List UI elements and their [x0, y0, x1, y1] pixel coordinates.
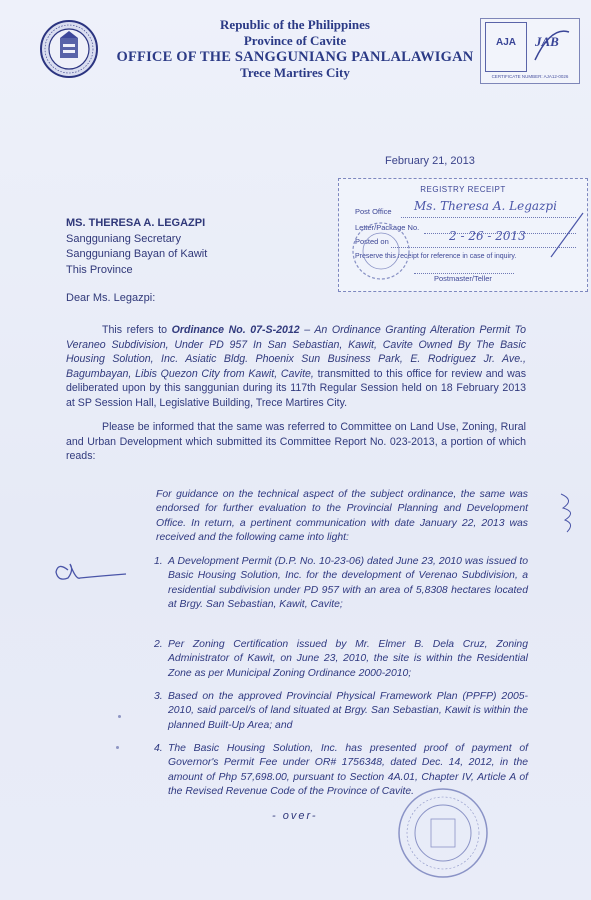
certification-badge: [480, 18, 580, 84]
list-item-number: 4.: [154, 743, 163, 754]
addressee-location: This Province: [66, 263, 133, 276]
list-item-number: 2.: [154, 639, 163, 650]
posted-on-label: Posted on: [355, 237, 389, 246]
receiving-stamp-icon: [395, 785, 491, 881]
list-item-text: The Basic Housing Solution, Inc. has presented proof of payment of Governor's Permit Fee under OR# 1756348, dated Dec. 14, 2012, in the amount of Php 57,698.00, pursuant to Section 4A.01, Chapter IV, Article A of the Revised Revenue Code of the Province of Cavite.: [168, 743, 528, 797]
paragraph-reference-rest: transmitted to this office for review and was deliberated upon by this sanggunian during its 117th Regular Session held on 18 February 2013 at SP Session Hall, Legislative Building, Trece Martires City.: [66, 367, 526, 409]
list-item-text: Per Zoning Certification issued by Mr. Elmer B. Dela Cruz, Zoning Administrator of Kawit, on June 23, 2010, the site is within the Residential Zone as per Municipal Zoning Ordinance 2000-2010;: [168, 639, 528, 679]
letterhead-line-2: Province of Cavite: [243, 33, 347, 48]
margin-signature-icon: [555, 490, 581, 536]
postmaster-label: Postmaster/Teller: [434, 274, 492, 283]
letterhead-line-1: Republic of the Philippines: [220, 17, 370, 32]
letterhead-line-3: OFFICE OF THE SANGGUNIANG PANLALAWIGAN: [116, 49, 474, 65]
certificate-number: CERTIFICATE NUMBER: AJA12-0026: [491, 74, 569, 79]
registry-note: Preserve this receipt for reference in case of inquiry.: [355, 253, 517, 260]
letter-package-label: Letter/Package No.: [355, 223, 420, 232]
ordinance-number: Ordinance No. 07-S-2012: [171, 324, 300, 336]
letterhead: [110, 17, 480, 81]
provincial-seal-icon: [40, 20, 98, 78]
jab-logo-text: JAB: [535, 34, 559, 49]
list-item: [154, 690, 528, 733]
list-item-text: A Development Permit (D.P. No. 10-23-06) dated June 23, 2010 was issued to Basic Housing Solution, Inc. for the development of Verenao Subdivision, a residential subdivision under PD 957 with an area of 5,8308 hectares located at Brgy. San Sebastian, Kawit, Cavite;: [168, 556, 528, 610]
list-item-number: 1.: [154, 556, 163, 567]
addressee-position: Sangguniang Secretary: [66, 232, 181, 245]
posted-on-value: 2 - 26 - 2013: [449, 229, 526, 243]
quoted-report: For guidance on the technical aspect of the subject ordinance, the same was endorsed for further evaluation to the Provincial Planning and Development Office. In return, a pertinent communication with date January 22, 2013 was received and the following came into light:: [156, 489, 528, 543]
speck: [118, 715, 121, 718]
aja-logo: [485, 22, 527, 72]
letterhead-line-4: Trece Martires City: [240, 65, 350, 80]
aja-logo-text: AJA: [495, 37, 516, 48]
post-office-value: Ms. Theresa A. Legazpi: [414, 199, 557, 213]
registry-title: REGISTRY RECEIPT: [420, 185, 506, 194]
paragraph-reference-lead: This refers to: [102, 324, 172, 336]
addressee-office: Sangguniang Bayan of Kawit: [66, 248, 208, 260]
paragraph-reference: [66, 323, 526, 410]
list-item-text: Based on the approved Provincial Physical Framework Plan (PPFP) 2005-2010, said parcel/s of land situated at Brgy. San Sebastian, Kawit is within the planned Built-Up Area; and: [168, 691, 528, 731]
page-continuation: - over-: [272, 810, 318, 822]
salutation: Dear Ms. Legazpi:: [66, 292, 156, 304]
list-item-number: 3.: [154, 691, 163, 702]
ordinance-title: – An Ordinance Granting Alteration Permit To Veraneo Subdivision, Under PD 957 In San Sebastian, Kawit, Cavite Owned By The Basic Housing Solution, Inc. Asiatic Bldg. Phoenix Sun Business Park, E. Rodriguez Jr. Ave., Bagumbayan, Libis Quezon City from Kawit, Cavite,: [66, 324, 526, 380]
addressee-name: MS. THERESA A. LEGAZPI: [66, 217, 206, 229]
paragraph-committee: Please be informed that the same was referred to Committee on Land Use, Zoning, Rural and Urban Development which submitted its Committee Report No. 023-2013, a portion of which reads:: [66, 421, 526, 462]
jab-logo: [531, 22, 573, 70]
post-office-label: Post Office: [355, 207, 392, 216]
letter-date: February 21, 2013: [385, 155, 475, 167]
registry-check-mark-icon: [549, 209, 585, 259]
handwritten-initial-icon: [50, 550, 130, 586]
list-item: [154, 638, 528, 681]
postal-stamp-icon: [349, 219, 413, 283]
speck: [116, 746, 119, 749]
list-item: [154, 555, 528, 612]
addressee-block: [66, 216, 207, 278]
registry-receipt: [338, 178, 588, 292]
